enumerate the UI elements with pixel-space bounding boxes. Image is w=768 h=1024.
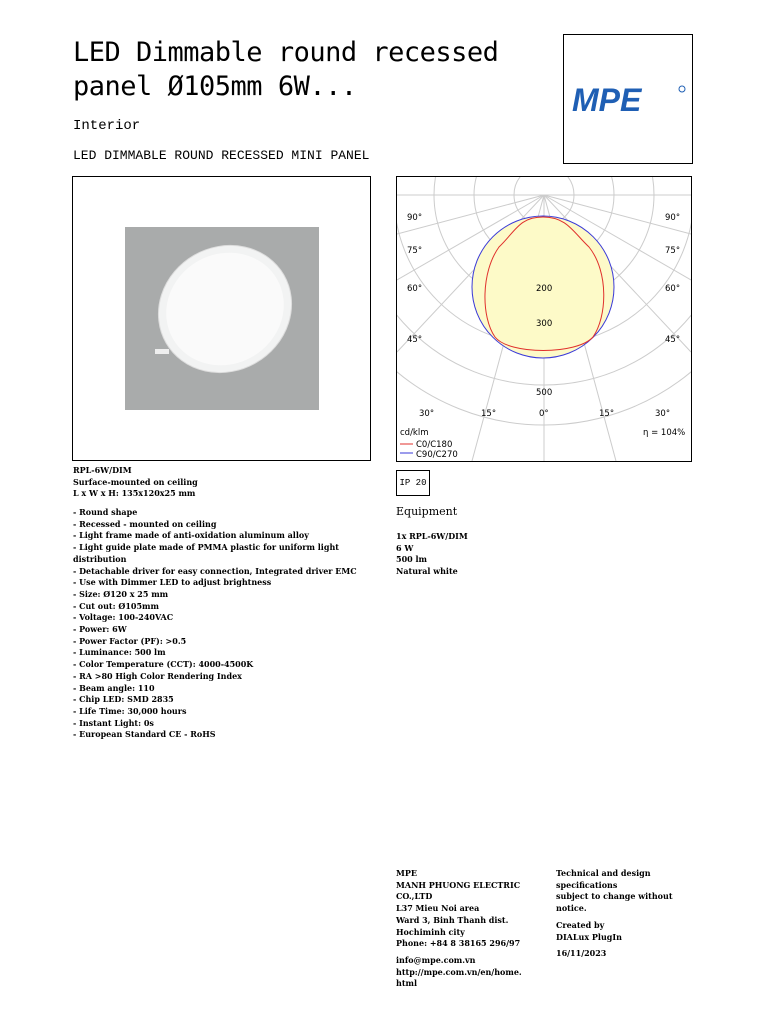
email-link[interactable]: info@mpe.com.vn <box>396 954 476 965</box>
panel-image <box>125 227 319 410</box>
address-line: Hochiminh city <box>396 926 465 937</box>
created-by-label: Created by <box>556 919 605 930</box>
address-line: MANH PHUONG ELECTRIC <box>396 879 521 890</box>
website-link[interactable]: http://mpe.com.vn/en/home. <box>396 966 522 977</box>
product-dims: L x W x H: 135x120x25 mm <box>73 488 196 499</box>
angle-label: 90° <box>665 213 681 223</box>
feature-item: - Use with Dimmer LED to adjust brightness <box>73 577 272 588</box>
address-line: Ward 3, Binh Thanh dist. <box>396 914 509 925</box>
product-mount: Surface-mounted on ceiling <box>73 476 198 487</box>
product-subtitle: LED DIMMABLE ROUND RECESSED MINI PANEL <box>73 148 370 163</box>
logo-text: MPE <box>572 82 642 118</box>
angle-label: 60° <box>407 284 423 294</box>
angle-label: 15° <box>481 409 497 419</box>
feature-item: - Luminance: 500 lm <box>73 647 166 658</box>
angle-label: 30° <box>655 409 671 419</box>
product-info <box>73 465 198 500</box>
feature-item: - Power Factor (PF): >0.5 <box>73 635 187 646</box>
address-line: Phone: +84 8 38165 296/97 <box>396 938 521 949</box>
angle-label: 60° <box>665 284 681 294</box>
angle-label: 15° <box>599 409 615 419</box>
company-address <box>396 868 546 990</box>
feature-list <box>73 507 378 741</box>
website-link-cont[interactable]: html <box>396 978 418 989</box>
legend-c90: C90/C270 <box>416 450 458 460</box>
mpe-logo <box>563 34 693 164</box>
feature-item: - Detachable driver for easy connection, Integrated driver EMC <box>73 565 357 576</box>
notice-line: notice. <box>556 903 587 914</box>
angle-label: 90° <box>407 213 423 223</box>
feature-item: - Life Time: 30,000 hours <box>73 705 187 716</box>
ip-rating-badge: IP 20 <box>396 470 430 496</box>
address-line: MPE <box>396 868 417 878</box>
angle-label: 30° <box>419 409 435 419</box>
notice-block <box>556 868 716 960</box>
equipment-line: Natural white <box>396 566 458 577</box>
title-line: panel Ø105mm 6W... <box>73 71 357 102</box>
polar-light-distribution <box>396 176 692 462</box>
radial-label: 500 <box>536 388 553 398</box>
angle-label: 45° <box>407 335 423 345</box>
feature-item: - European Standard CE - RoHS <box>73 729 216 740</box>
address-line: CO.,LTD <box>396 891 433 902</box>
feature-item: - Cut out: Ø105mm <box>73 600 159 611</box>
equipment-heading: Equipment <box>396 505 458 518</box>
angle-label: 0° <box>539 409 549 419</box>
created-by-tool: DIALux PlugIn <box>556 931 622 942</box>
title-line: LED Dimmable round recessed <box>73 37 499 68</box>
angle-label: 75° <box>407 246 423 256</box>
address-line: L37 Mieu Noi area <box>396 903 480 914</box>
feature-item: - Instant Light: 0s <box>73 717 154 728</box>
angle-label: 75° <box>665 246 681 256</box>
feature-item: - Size: Ø120 x 25 mm <box>73 588 169 599</box>
equipment-list <box>396 531 468 578</box>
feature-item: - Power: 6W <box>73 624 127 635</box>
feature-item: - Chip LED: SMD 2835 <box>73 694 174 705</box>
equipment-line: 500 lm <box>396 554 427 565</box>
category: Interior <box>73 118 141 134</box>
feature-item: - RA >80 High Color Rendering Index <box>73 670 242 681</box>
efficiency-label: η = 104% <box>643 428 686 438</box>
product-photo <box>72 176 371 461</box>
radial-label: 300 <box>536 319 553 329</box>
unit-label: cd/klm <box>400 428 429 438</box>
equipment-line: 6 W <box>396 542 414 553</box>
feature-item: - Light frame made of anti-oxidation aluminum alloy <box>73 530 309 541</box>
angle-label: 45° <box>665 335 681 345</box>
notice-line: subject to change without <box>556 891 673 902</box>
page-title <box>73 36 498 104</box>
equipment-line: 1x RPL-6W/DIM <box>396 531 468 541</box>
notice-line: specifications <box>556 879 618 890</box>
feature-item: - Beam angle: 110 <box>73 682 155 693</box>
created-date: 16/11/2023 <box>556 948 607 959</box>
feature-item: - Recessed - mounted on ceiling <box>73 518 217 529</box>
feature-item: - Round shape <box>73 507 138 517</box>
notice-line: Technical and design <box>556 868 651 878</box>
feature-item: - Light guide plate made of PMMA plastic for uniform light distribution <box>73 542 339 564</box>
feature-item: - Voltage: 100-240VAC <box>73 612 174 623</box>
feature-item: - Color Temperature (CCT): 4000-4500K <box>73 659 254 670</box>
product-code: RPL-6W/DIM <box>73 465 132 475</box>
radial-label: 200 <box>536 284 553 294</box>
legend-c0: C0/C180 <box>416 440 453 450</box>
